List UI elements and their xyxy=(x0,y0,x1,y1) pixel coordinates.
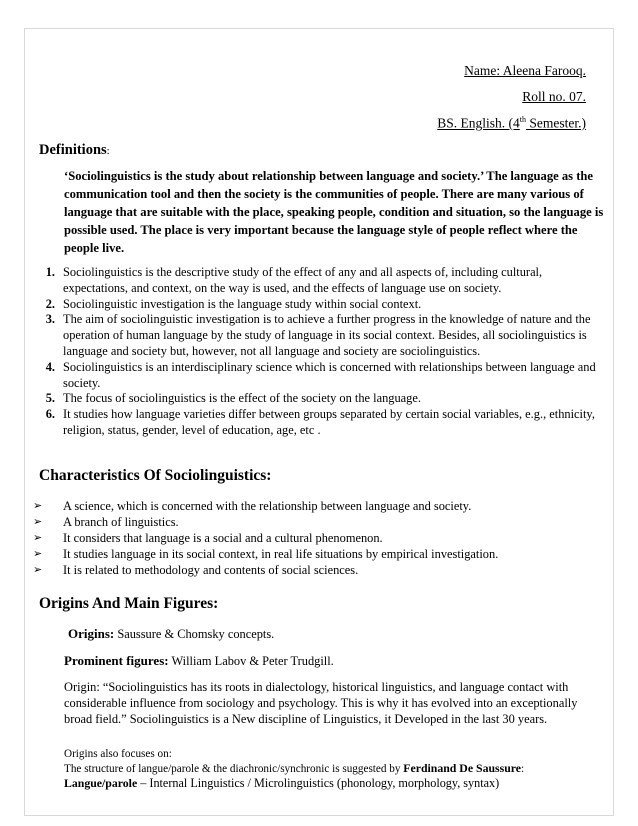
origins-label: Origins: xyxy=(68,626,115,641)
item-text: The focus of sociolinguistics is the effect of the society on the language. xyxy=(63,391,421,406)
origin-paragraph: Origin: “Sociolinguistics has its roots in dialectology, historical linguistics, and language contact with considerable influence from sociology and psychology. This is why it has evolved into an exceptionally broad field.” Sociolinguistics is a New discipline of Linguistics, it Developed in the last 30 years. xyxy=(64,680,578,726)
list-item xyxy=(33,531,593,547)
roll-number xyxy=(522,89,586,105)
also-heading: Origins also focuses on: xyxy=(64,748,172,760)
arrow-bullet-icon: ➢ xyxy=(33,515,43,528)
item-number: 6. xyxy=(45,407,55,422)
author-name xyxy=(464,63,586,79)
structure-line xyxy=(64,761,604,776)
list-item xyxy=(33,547,593,563)
program-superscript: th xyxy=(519,115,526,124)
item-number: 4. xyxy=(45,359,55,374)
item-text: It is related to methodology and contents of social sciences. xyxy=(63,562,359,577)
item-number: 5. xyxy=(45,391,55,406)
list-item xyxy=(33,391,605,407)
item-number: 1. xyxy=(45,265,55,279)
item-text: A branch of linguistics. xyxy=(63,514,179,529)
origins-heading: Origins And Main Figures: xyxy=(39,595,219,612)
author-name-text: Name: Aleena Farooq. xyxy=(464,63,586,78)
program-text: BS. English. (4 xyxy=(437,115,520,131)
definitions-list xyxy=(33,265,605,439)
roll-number-text: Roll no. 07. xyxy=(522,89,586,104)
arrow-bullet-icon: ➢ xyxy=(33,547,43,560)
item-text: Sociolinguistics is an interdisciplinary science which is concerned with relationships between language and society. xyxy=(63,359,596,390)
arrow-bullet-icon: ➢ xyxy=(33,531,43,544)
characteristics-list xyxy=(33,499,593,579)
langue-label: Langue/parole xyxy=(64,776,138,791)
saussure-name: Ferdinand De Saussure xyxy=(403,761,522,776)
origins-value: Saussure & Chomsky concepts. xyxy=(114,627,275,641)
item-text: Sociolinguistics is the descriptive study of the effect of any and all aspects of, including cultural, expectations, and context, on the way is used, and the effects of language use on society. xyxy=(63,265,543,295)
item-number: 2. xyxy=(45,296,55,311)
figures-value: William Labov & Peter Trudgill. xyxy=(168,654,334,668)
document-page xyxy=(24,28,614,816)
list-item xyxy=(33,563,593,579)
item-text: Sociolinguistic investigation is the language study within social context. xyxy=(63,296,422,311)
item-text: The aim of sociolinguistic investigation is to achieve a further progress in the knowledge of nature and the operation of human language by the study of language in its social context. Besides, all sociolinguistics is language and society but, however, not all language and society are sociolinguistics. xyxy=(63,312,591,358)
langue-value: – Internal Linguistics / Microlinguistics (phonology, morphology, syntax) xyxy=(137,776,500,791)
item-text: A science, which is concerned with the relationship between language and society. xyxy=(63,499,472,513)
list-item xyxy=(33,499,593,515)
program-end-text: Semester.) xyxy=(526,115,586,131)
definitions-title: Definitions xyxy=(39,142,107,158)
structure-text: The structure of langue/parole & the diachronic/synchronic is suggested by xyxy=(64,763,404,776)
list-item xyxy=(33,312,605,359)
list-item xyxy=(33,265,605,297)
structure-colon: : xyxy=(521,763,525,776)
figures-label: Prominent figures: xyxy=(64,653,169,668)
item-text: It studies how language varieties differ between groups separated by certain social variables, e.g., ethnicity, religion, status, gender, level of education, age, etc . xyxy=(63,407,595,437)
origins-line xyxy=(68,626,274,642)
arrow-bullet-icon: ➢ xyxy=(33,500,43,512)
item-text: It studies language in its social context, in real life situations by empirical investigation. xyxy=(63,546,499,561)
prominent-figures-line xyxy=(64,653,334,669)
characteristics-heading: Characteristics Of Sociolinguistics: xyxy=(39,467,272,484)
definitions-heading xyxy=(39,142,110,159)
list-item xyxy=(33,515,593,531)
list-item xyxy=(33,360,605,392)
langue-line xyxy=(64,776,604,790)
definitions-colon: : xyxy=(106,145,110,157)
list-item xyxy=(33,297,605,313)
item-number: 3. xyxy=(45,312,55,327)
origins-also-block xyxy=(64,747,604,791)
program-semester xyxy=(437,115,586,132)
definition-quote: ‘Sociolinguistics is the study about relationship between language and society.’ The language as the communication tool and then the society is the communities of people. There are many various of language that are suitable with the place, speaking people, condition and situation, so the language is possible used. The place is very important because the language style of people reflect where the people live. xyxy=(64,169,604,255)
arrow-bullet-icon: ➢ xyxy=(33,563,43,576)
list-item xyxy=(33,407,605,439)
item-text: It considers that language is a social and a cultural phenomenon. xyxy=(63,530,383,545)
